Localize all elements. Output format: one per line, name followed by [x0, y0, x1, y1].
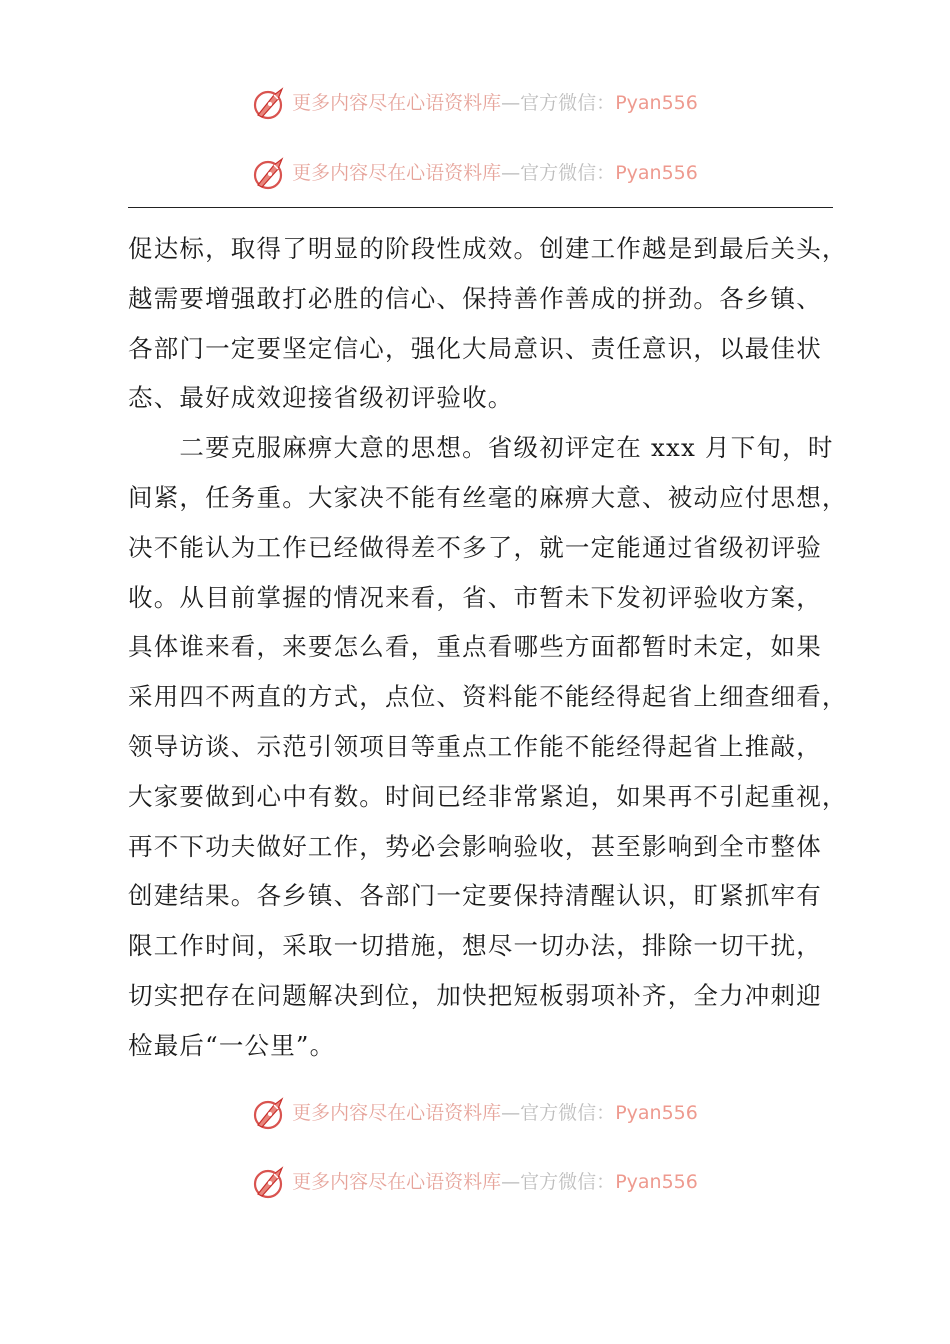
text-line: 领导访谈、示范引领项目等重点工作能不能经得起省上推敲，: [128, 731, 822, 761]
watermark-label: 官方微信：: [520, 1102, 616, 1124]
watermark-banner-top-1: [0, 83, 950, 123]
text-line: 切实把存在问题解决到位，加快把短板弱项补齐，全力冲刺迎: [128, 980, 822, 1010]
text-line: 决不能认为工作已经做得差不多了，就一定能通过省级初评验: [128, 532, 822, 562]
watermark-title: 更多内容尽在心语资料库: [292, 1102, 502, 1124]
watermark-label: 官方微信：: [520, 162, 616, 184]
watermark-title: 更多内容尽在心语资料库: [292, 92, 502, 114]
watermark-id: Pyan556: [615, 162, 698, 184]
pen-nib-logo-icon: [252, 1164, 288, 1200]
text-line: 态、最好成效迎接省级初评验收。: [128, 383, 514, 413]
pen-nib-logo-icon: [252, 85, 288, 121]
watermark-title: 更多内容尽在心语资料库: [292, 1171, 502, 1193]
text-line: 大家要做到心中有数。时间已经非常紧迫，如果再不引起重视，: [128, 781, 848, 811]
watermark-banner-bottom-1: [0, 1093, 950, 1133]
text-line: 间紧，任务重。大家决不能有丝毫的麻痹大意、被动应付思想，: [128, 482, 848, 512]
text-line: 创建结果。各乡镇、各部门一定要保持清醒认识，盯紧抓牢有: [128, 881, 822, 911]
text-line: 具体谁来看，来要怎么看，重点看哪些方面都暂时未定，如果: [128, 632, 822, 662]
text-line: 再不下功夫做好工作，势必会影响验收，甚至影响到全市整体: [128, 831, 822, 861]
watermark-separator: —: [501, 162, 521, 184]
watermark-title: 更多内容尽在心语资料库: [292, 162, 502, 184]
text-line: 二要克服麻痹大意的思想。省级初评定在 xxx 月下旬，时: [128, 433, 834, 463]
text-line: 采用四不两直的方式，点位、资料能不能经得起省上细查细看，: [128, 682, 848, 712]
text-line: 检最后“一公里”。: [128, 1030, 336, 1060]
watermark-label: 官方微信：: [520, 92, 616, 114]
text-line: 越需要增强敢打必胜的信心、保持善作善成的拼劲。各乡镇、: [128, 283, 822, 313]
text-line: 收。从目前掌握的情况来看，省、市暂未下发初评验收方案，: [128, 582, 822, 612]
pen-nib-logo-icon: [252, 1095, 288, 1131]
watermark-separator: —: [501, 1171, 521, 1193]
watermark-banner-bottom-2: [0, 1162, 950, 1202]
text-line: 限工作时间，采取一切措施，想尽一切办法，排除一切干扰，: [128, 931, 822, 961]
watermark-label: 官方微信：: [520, 1171, 616, 1193]
text-line: 各部门一定要坚定信心，强化大局意识、责任意识，以最佳状: [128, 333, 822, 363]
watermark-banner-top-2: [0, 153, 950, 193]
text-line: 促达标，取得了明显的阶段性成效。创建工作越是到最后关头，: [128, 234, 848, 263]
header-divider: [128, 207, 833, 208]
watermark-separator: —: [501, 92, 521, 114]
pen-nib-logo-icon: [252, 155, 288, 191]
watermark-id: Pyan556: [615, 1102, 698, 1124]
watermark-id: Pyan556: [615, 1171, 698, 1193]
document-body: [128, 224, 848, 1071]
watermark-id: Pyan556: [615, 92, 698, 114]
watermark-separator: —: [501, 1102, 521, 1124]
